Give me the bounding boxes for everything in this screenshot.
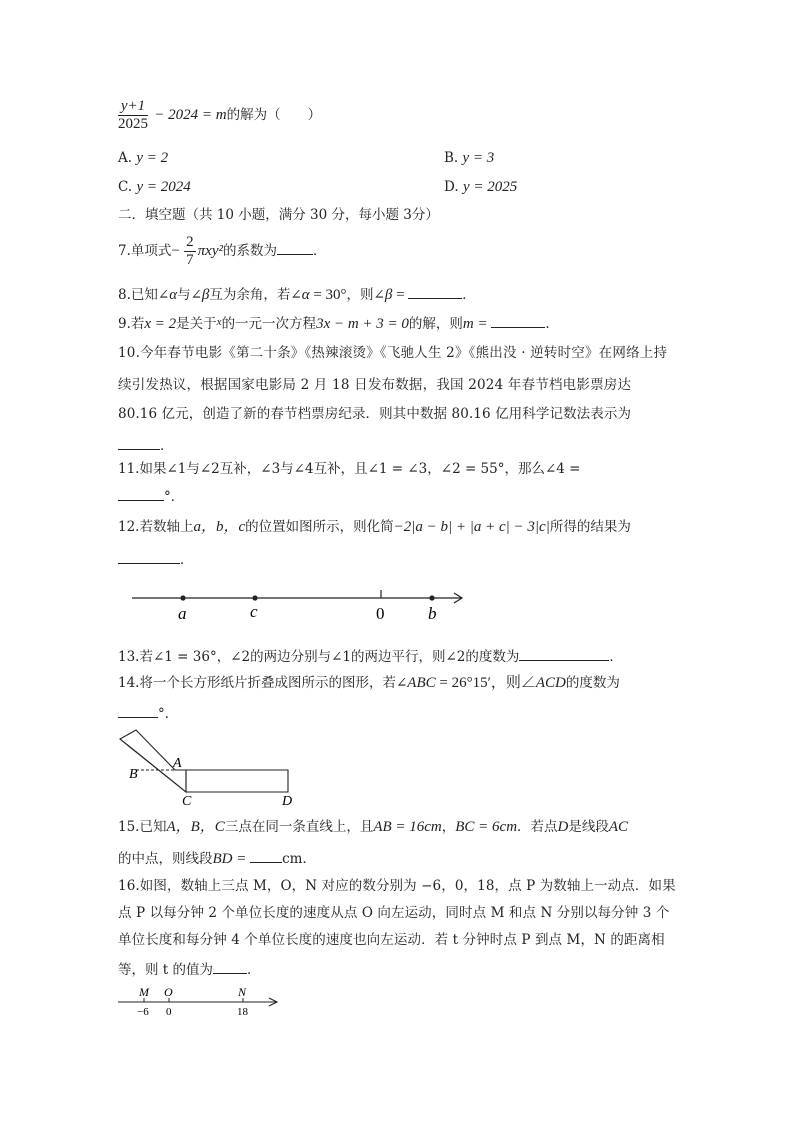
q10-line1: 10.今年春节电影《第二十条》《热辣滚烫》《飞驰人生 2》《熊出没 · 逆转时空》在网络上持 <box>118 345 668 361</box>
q16-answer-blank[interactable] <box>213 959 247 974</box>
q8: 8.已知∠α与∠β互为余角，若∠α = 30°，则∠β = ． <box>118 284 476 304</box>
label-A: A <box>173 756 182 771</box>
q12-line2: ． <box>118 549 194 569</box>
q15-answer-blank[interactable] <box>250 848 282 863</box>
label-C: C <box>182 794 192 809</box>
q15-line1: 15.已知A，B，C三点在同一条直线上，且AB = 16cm，BC = 6cm．若点D是线段AC <box>118 819 629 835</box>
q16-line2: 点 P 以每分钟 2 个单位长度的速度从点 O 向左运动，同时点 M 和点 N 分别以每分钟 3 个 <box>118 905 670 921</box>
q6-stem: $\frac{y+1}{2025}$ − 2024 = m的解为（ ） <box>118 98 322 132</box>
point-a <box>180 595 185 600</box>
section2-title: 二．填空题（共 10 小题，满分 30 分，每小题 3分） <box>118 207 439 223</box>
q11-line2: °． <box>118 486 184 506</box>
point-c <box>252 595 257 600</box>
q10-line3: 80.16 亿元，创造了新的春节档票房纪录．则其中数据 80.16 亿用科学记数法表示为 <box>118 406 632 422</box>
label-c: c <box>250 602 258 621</box>
q10-answer-blank[interactable] <box>118 435 160 450</box>
q12-answer-blank[interactable] <box>118 549 180 564</box>
q7-fraction: $\frac{2}{7}$ <box>186 234 194 268</box>
value-O: 0 <box>166 1006 172 1018</box>
label-B: B <box>129 767 138 782</box>
label-a: a <box>178 604 187 623</box>
q14-folded-paper-figure <box>116 722 316 812</box>
value-M: −6 <box>137 1006 149 1018</box>
q8-answer-blank[interactable] <box>408 284 462 299</box>
q6-option-d[interactable]: D. y = 2025 <box>444 179 518 195</box>
label-b: b <box>428 604 437 623</box>
q9-answer-blank[interactable] <box>491 313 545 328</box>
q13-answer-blank[interactable] <box>519 646 609 661</box>
q13: 13.若∠1 = 36°，∠2的两边分别与∠1的两边平行，则∠2的度数为 ． <box>118 646 623 666</box>
q7-answer-blank[interactable] <box>277 240 313 255</box>
q6-option-a[interactable]: A. y = 2 <box>118 150 169 166</box>
q14-line2: °． <box>118 703 178 723</box>
q6-fraction: $\frac{y+1}{2025}$ <box>118 98 148 132</box>
q14-answer-blank[interactable] <box>118 703 158 718</box>
q6-option-c[interactable]: C. y = 2024 <box>118 179 191 195</box>
label-O: O <box>164 985 173 999</box>
value-N: 18 <box>237 1006 248 1018</box>
label-M: M <box>139 985 149 999</box>
q10-line4: ． <box>118 435 174 455</box>
q16-line3: 单位长度和每分钟 4 个单位长度的速度也向左运动．若 t 分钟时点 P 到点 M，N 的距离相 <box>118 932 665 948</box>
q16-line4: 等，则 t 的值为 ． <box>118 959 261 979</box>
q15-line2: 的中点，则线段BD = cm． <box>118 848 316 868</box>
label-D: D <box>282 794 293 809</box>
label-zero: 0 <box>376 604 385 623</box>
q12-line1: 12.若数轴上a，b，c的位置如图所示，则化简−2|a − b| + |a + c| − 3|c|所得的结果为 <box>118 519 631 535</box>
q16-number-line <box>116 982 296 1022</box>
q11-answer-blank[interactable] <box>118 486 164 501</box>
q9: 9.若x = 2是关于$^x$的一元一次方程3x − m + 3 = 0的解，则m = ． <box>118 313 559 333</box>
q7: 7.单项式− $\frac{2}{7}$ πxy²的系数为 ． <box>118 234 327 268</box>
label-N: N <box>238 985 247 999</box>
q6-option-b[interactable]: B. y = 3 <box>444 150 495 166</box>
q11-line1: 11.如果∠1与∠2互补，∠3与∠4互补，且∠1 = ∠3，∠2 = 55°，那么∠4 = <box>118 461 581 477</box>
q12-number-line <box>128 586 488 626</box>
point-b <box>429 595 434 600</box>
q10-line2: 续引发热议，根据国家电影局 2 月 18 日发布数据，我国 2024 年春节档电影票房达 <box>118 377 632 393</box>
q14-line1: 14.将一个长方形纸片折叠成图所示的图形，若∠ABC = 26°15′，则∠ACD的度数为 <box>118 675 620 691</box>
q16-line1: 16.如图，数轴上三点 M，O，N 对应的数分别为 −6，0，18，点 P 为数轴上一动点．如果 <box>118 878 676 894</box>
